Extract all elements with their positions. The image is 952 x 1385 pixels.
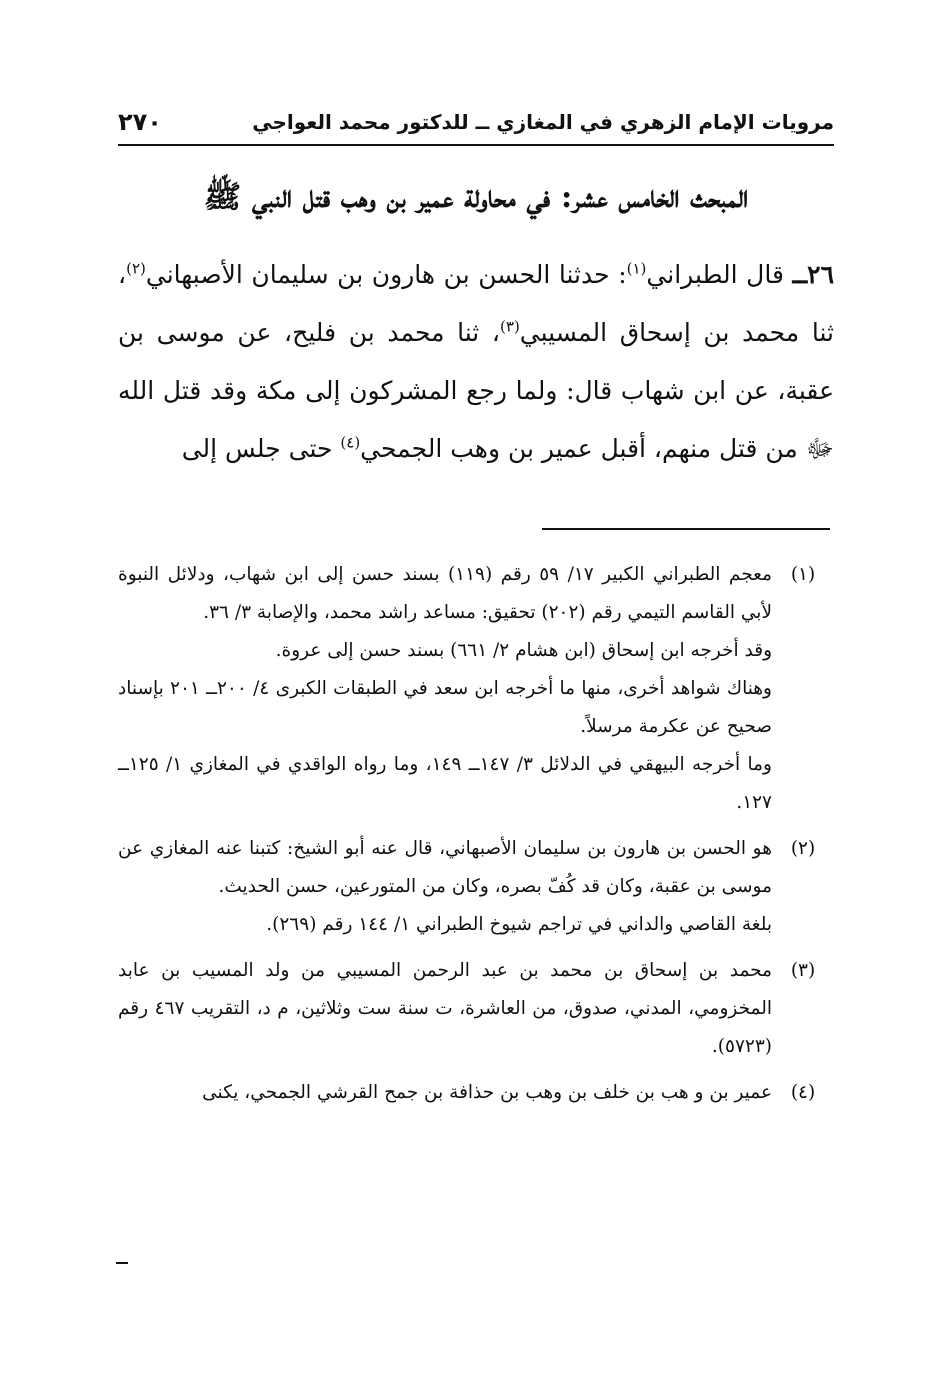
- footnote-paragraph: وهناك شواهد أخرى، منها ما أخرجه ابن سعد في الطبقات الكبرى ٤/ ٢٠٠ــ ٢٠١ بإسناد صحيح عن عكرمة مرسلاً.: [118, 678, 772, 737]
- footnote-ref-3[interactable]: (٣): [500, 317, 520, 336]
- footnote-paragraph: عمير بن و هب بن خلف بن وهب بن حذافة بن جمح القرشي الجمحي، يكنى: [202, 1082, 772, 1103]
- hadith-number: ٢٦ــ: [792, 260, 835, 289]
- body-segment: حتى جلس إلى: [181, 434, 341, 463]
- body-segment: ، ثنا محمد بن إسحاق المسيبي: [118, 260, 834, 347]
- footnote-paragraph: وما أخرجه البيهقي في الدلائل ٣/ ١٤٧ــ ١٤٩، وما رواه الواقدي في المغازي ١/ ١٢٥ــ ١٢٧.: [118, 754, 772, 813]
- footnote-number: (١): [790, 564, 816, 585]
- footnote-paragraph: معجم الطبراني الكبير ١٧/ ٥٩ رقم (١١٩) بسند حسن إلى ابن شهاب، ودلائل النبوة لأبي القاسم التيمي رقم (٢٠٢) تحقيق: مساعد راشد محمد، والإصابة ٣/ ٣٦.: [118, 564, 772, 623]
- footnote-3: [118, 952, 834, 1066]
- footnote-body: [118, 830, 772, 944]
- footnote-divider: [542, 528, 830, 530]
- footnote-2: [118, 830, 834, 944]
- footnote-ref-4[interactable]: (٤): [340, 433, 361, 452]
- footnote-ref-1[interactable]: (١): [626, 259, 647, 278]
- footnote-body: [118, 952, 772, 1066]
- footnote-number: (٢): [790, 838, 816, 859]
- section-title: المبحث الخامس عشر: في محاولة عمير بن وهب قتل النبي ﷺ: [203, 179, 749, 215]
- footnotes: [118, 556, 834, 1120]
- footnote-paragraph: وقد أخرجه ابن إسحاق (ابن هشام ٢/ ٦٦١) بسند حسن إلى عروة.: [275, 640, 772, 661]
- footnote-4: [118, 1074, 834, 1112]
- footnote-1: [118, 556, 834, 822]
- hadith-text: [118, 246, 834, 478]
- running-title: مرويات الإمام الزهري في المغازي ــ للدكتور محمد العواجي: [252, 110, 834, 134]
- footnote-body: [118, 1074, 772, 1112]
- footnote-number: (٣): [790, 960, 816, 981]
- body-segment: قال الطبراني: [646, 260, 793, 289]
- body-segment: : حدثنا الحسن بن هارون بن سليمان الأصبهاني: [145, 260, 627, 289]
- footnote-ref-2[interactable]: (٢): [126, 259, 146, 278]
- footnote-paragraph: بلغة القاصي والداني في تراجم شيوخ الطبراني ١/ ١٤٤ رقم (٢٦٩).: [266, 914, 772, 935]
- page-number: ٢٧٠: [118, 108, 162, 136]
- footnote-paragraph: محمد بن إسحاق بن محمد بن عبد الرحمن المسيبي من ولد المسيب بن عابد المخزومي، المدني، صدوق، من العاشرة، ت سنة ست وثلاثين، م د، التقريب ٤٦٧ رقم (٥٧٢٣).: [118, 960, 772, 1057]
- running-header: [118, 100, 834, 146]
- footnote-paragraph: هو الحسن بن هارون بن سليمان الأصبهاني، قال عنه أبو الشيخ: كتبنا عنه المغازي عن موسى بن عقبة، وكان قد كُفّ بصره، وكان من المتورعين، حسن الحديث.: [118, 838, 772, 897]
- footnote-body: [118, 556, 772, 822]
- continuation-mark: [116, 1262, 128, 1264]
- body-segment: ، ثنا محمد بن فليح، عن موسى بن عقبة، عن ابن شهاب قال: ولما رجع المشركون إلى مكة وقد قتل الله ﷻ من قتل منهم، أقبل عمير بن وهب الجمحي: [118, 318, 834, 463]
- footnote-number: (٤): [790, 1082, 816, 1103]
